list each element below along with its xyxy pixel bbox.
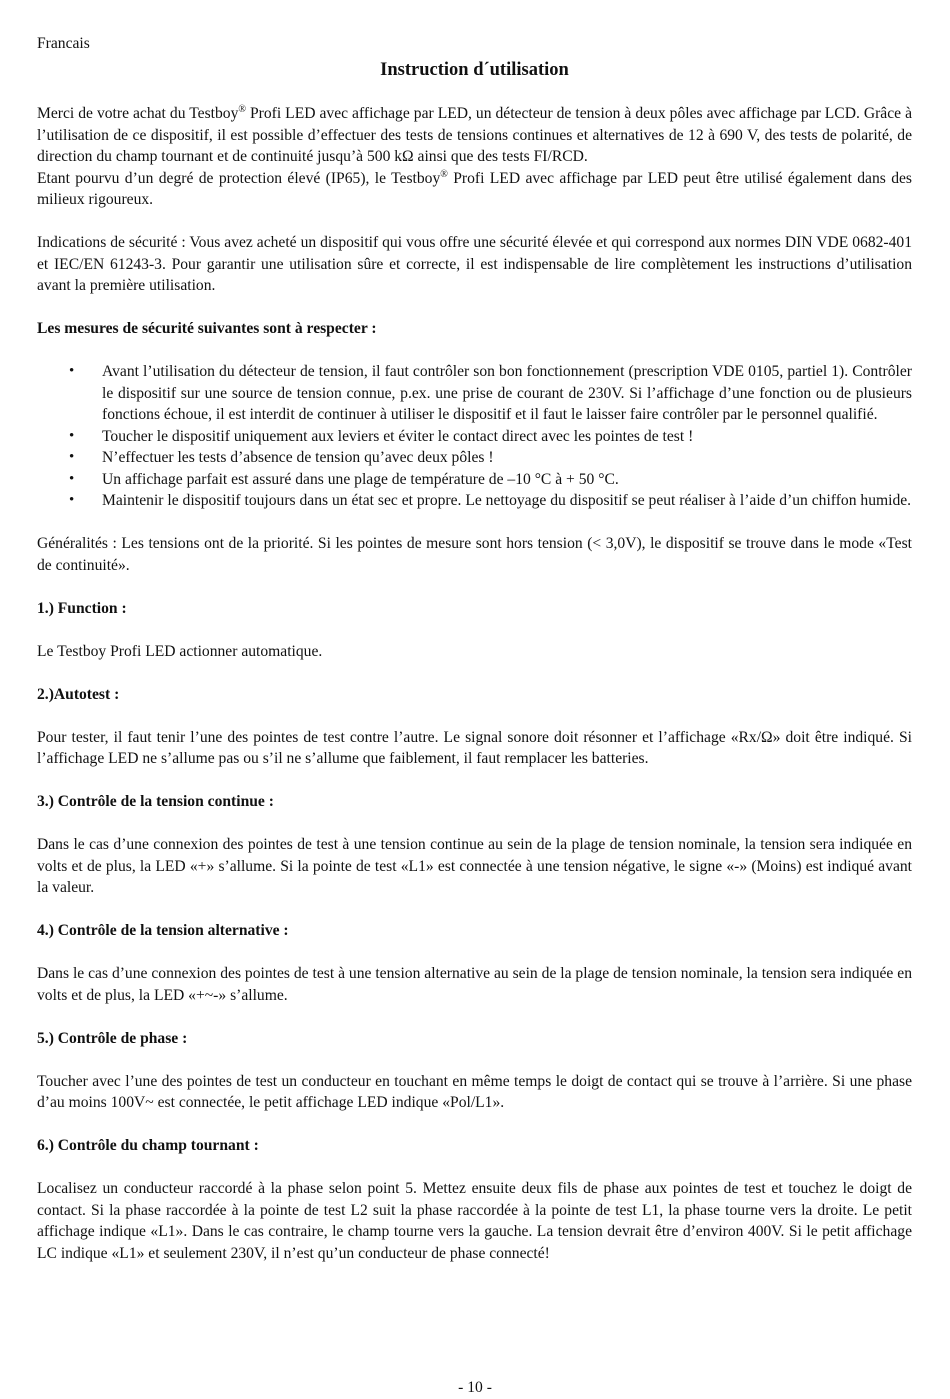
safety-list-item — [37, 447, 912, 469]
bullet-icon: • — [69, 449, 75, 465]
section-text-autotest: Pour tester, il faut tenir l’une des pointes de test contre l’autre. Le signal sonore doit résonner et l’affichage «Rx/Ω» doit être indiqué. Si l’affichage LED ne s’allume pas ou s’il ne s’allume que faiblement, il faut remplacer les batteries. — [37, 728, 912, 767]
section-heading-function: 1.) Function : — [37, 599, 127, 617]
safety-item-text: Toucher le dispositif uniquement aux leviers et éviter le contact direct avec les pointes de test ! — [102, 427, 694, 445]
intro-paragraph-1 — [37, 103, 912, 168]
document-title: Instruction d´utilisation — [380, 60, 569, 80]
intro-2-start: Etant pourvu d’un degré de protection élevé (IP65), le Testboy — [37, 169, 441, 187]
registered-mark: ® — [238, 104, 246, 115]
section-heading-ac-voltage: 4.) Contrôle de la tension alternative : — [37, 922, 289, 939]
safety-list-item — [37, 426, 912, 448]
language-label: Francais — [37, 35, 90, 52]
safety-intro-paragraph: Indications de sécurité : Vous avez acheté un dispositif qui vous offre une sécurité élevée et qui correspond aux normes DIN VDE 0682-401 et IEC/EN 61243-3. Pour garantir une utilisation sûre et correcte, il est indispensable de lire complètement les instructions d’utilisation avant la première utilisation. — [37, 234, 912, 294]
safety-list-item — [37, 490, 912, 512]
section-heading-autotest: 2.)Autotest : — [37, 685, 120, 703]
document-page — [37, 33, 912, 1264]
intro-1-start: Merci de votre achat du Testboy — [37, 105, 239, 122]
section-text-dc-voltage: Dans le cas d’une connexion des pointes de test à une tension continue au sein de la plage de tension nominale, la tension sera indiquée en volts et de plus, la LED «+» s’allume. Si la pointe de test «L1» est connectée à une tension négative, le signe «-» (Moins) est indiqué avant la valeur. — [37, 836, 912, 896]
safety-list-item — [37, 469, 912, 491]
generalities-paragraph: Généralités : Les tensions ont de la priorité. Si les pointes de mesure sont hors tension (< 3,0V), le dispositif se trouve dans le mode «Test de continuité». — [37, 535, 912, 574]
safety-item-text: Maintenir le dispositif toujours dans un état sec et propre. Le nettoyage du dispositif se peut réaliser à l’aide d’un chiffon humide. — [102, 492, 912, 509]
section-heading-rotating-field: 6.) Contrôle du champ tournant : — [37, 1137, 259, 1154]
safety-list-item — [37, 361, 912, 426]
section-heading-dc-voltage: 3.) Contrôle de la tension continue : — [37, 793, 274, 810]
intro-paragraph-2 — [37, 168, 912, 211]
intro-1-end: Profi LED avec affichage par LED, un détecteur de tension à deux pôles avec affichage par LCD. Grâce à l’utilisation de ce dispositif, il est possible d’effectuer des tests de tensions continues et alternatives de 12 à 690 V, des tests de polarité, de direction du champ tournant et de continuité jusqu’à 500 kΩ ainsi que des tests FI/RCD. — [37, 105, 912, 165]
section-text-rotating-field: Localisez un conducteur raccordé à la phase selon point 5. Mettez ensuite deux fils de phase aux pointes de test et touchez le doigt de contact. Si la phase raccordée à la pointe de test L2 suit la phase raccordée à la pointe de test L1, la phase tourne vers la droite. Le petit affichage indique «L1». Dans le cas contraire, le champ tourne vers la gauche. La tension devrait être d’environ 400V. Si le petit affichage LC indique «L1» et seulement 230V, il n’est qu’un conducteur de phase connecté! — [37, 1180, 912, 1262]
safety-item-text: Avant l’utilisation du détecteur de tension, il faut contrôler son bon fonctionnement (prescription VDE 0105, partiel 1). Contrôler le dispositif sur une source de tension connue, p.ex. une prise de courant de 230V. Si l’affichage d’une fonction ou de plusieurs fonctions échoue, il est interdit de continuer à utiliser le dispositif et il faut le laisser faire contrôler par le personnel qualifié. — [102, 363, 912, 423]
bullet-icon: • — [69, 363, 75, 379]
safety-list — [37, 361, 912, 512]
safety-heading: Les mesures de sécurité suivantes sont à respecter : — [37, 320, 377, 337]
registered-mark: ® — [440, 168, 448, 180]
section-text-phase: Toucher avec l’une des pointes de test un conducteur en touchant en même temps le doigt de contact qui se trouve à l’arrière. Si une phase d’au moins 100V~ est connectée, le petit affichage LED indique «Pol/L1». — [37, 1072, 912, 1111]
section-heading-phase: 5.) Contrôle de phase : — [37, 1029, 188, 1047]
safety-item-text: Un affichage parfait est assuré dans une plage de température de –10 °C à + 50 °C. — [102, 470, 619, 488]
bullet-icon: • — [69, 470, 75, 487]
safety-item-text: N’effectuer les tests d’absence de tension qu’avec deux pôles ! — [102, 449, 494, 466]
page-number: - 10 - — [458, 1379, 492, 1396]
bullet-icon: • — [69, 427, 75, 444]
section-text-function: Le Testboy Profi LED actionner automatique. — [37, 642, 323, 660]
bullet-icon: • — [69, 492, 75, 508]
intro-2-end: Profi LED avec affichage par LED peut être utilisé également dans des milieux rigoureux. — [37, 169, 912, 208]
section-text-ac-voltage: Dans le cas d’une connexion des pointes de test à une tension alternative au sein de la plage de tension nominale, la tension sera indiquée en volts et de plus, la LED «+~-» s’allume. — [37, 965, 912, 1004]
